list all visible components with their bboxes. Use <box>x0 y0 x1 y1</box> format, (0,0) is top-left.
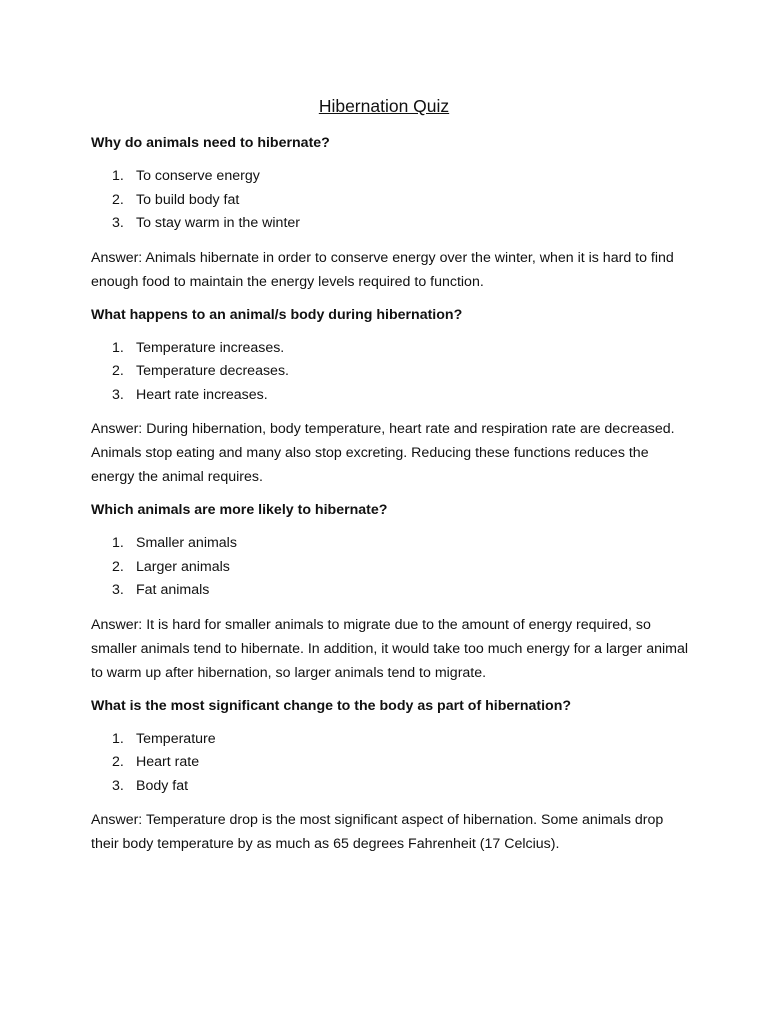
answer-text: It is hard for smaller animals to migrate due to the amount of energy required, so smaller animals tend to hibernate. In addition, it would take too much energy for a larger animal to warm up after hibernation, so larger animals tend to migrate. <box>91 616 688 681</box>
answer-paragraph <box>91 246 691 294</box>
answer-label: Answer: <box>91 812 143 828</box>
question-text: What is the most significant change to the body as part of hibernation? <box>91 697 572 714</box>
option-list <box>91 337 691 408</box>
option-item <box>91 165 691 189</box>
option-number: 3. <box>112 215 124 231</box>
option-number: 3. <box>112 777 124 794</box>
option-item <box>91 556 691 580</box>
option-number: 2. <box>112 754 124 770</box>
answer-paragraph <box>91 613 691 685</box>
page-title: Hibernation Quiz <box>318 96 450 116</box>
option-text: Temperature increases. <box>136 339 285 356</box>
option-number: 1. <box>112 535 124 551</box>
answer-paragraph <box>91 417 691 489</box>
option-number: 1. <box>112 730 124 747</box>
option-text: To build body fat <box>136 191 240 208</box>
question-text: Which animals are more likely to hibernate? <box>91 502 388 518</box>
answer-paragraph <box>91 808 691 856</box>
answer-label: Answer: <box>91 421 143 437</box>
option-number: 2. <box>112 191 124 208</box>
option-item <box>91 728 691 752</box>
option-text: Fat animals <box>136 582 210 598</box>
option-list <box>91 728 691 799</box>
option-text: Temperature decreases. <box>136 363 289 379</box>
option-number: 3. <box>112 386 124 403</box>
quiz-item-3 <box>91 498 691 685</box>
option-item <box>91 337 691 361</box>
answer-label: Answer: <box>91 249 143 266</box>
option-item <box>91 189 691 213</box>
option-text: To conserve energy <box>136 168 260 184</box>
quiz-item-2 <box>91 303 691 490</box>
answer-label: Answer: <box>91 616 143 633</box>
option-number: 1. <box>112 168 124 184</box>
option-text: Heart rate increases. <box>136 386 268 403</box>
option-text: Temperature <box>136 730 216 747</box>
quiz-item-4 <box>91 694 691 857</box>
option-number: 2. <box>112 363 124 379</box>
option-text: Body fat <box>136 777 189 794</box>
answer-text: Temperature drop is the most significant aspect of hibernation. Some animals drop their body temperature by as much as 65 degrees Fahrenheit (17 Celcius). <box>91 812 664 852</box>
quiz-content <box>91 131 691 865</box>
option-number: 3. <box>112 582 124 598</box>
option-list <box>91 165 691 236</box>
option-text: Smaller animals <box>136 535 237 551</box>
option-item <box>91 579 691 603</box>
option-number: 2. <box>112 558 124 575</box>
question-text: What happens to an animal/s body during hibernation? <box>91 306 463 323</box>
option-item <box>91 532 691 556</box>
quiz-item-1 <box>91 131 691 294</box>
option-item <box>91 775 691 799</box>
option-item <box>91 212 691 236</box>
option-text: Heart rate <box>136 754 200 770</box>
question-text: Why do animals need to hibernate? <box>91 135 330 151</box>
option-item <box>91 384 691 408</box>
option-item <box>91 751 691 775</box>
option-text: Larger animals <box>136 558 230 575</box>
option-list <box>91 532 691 603</box>
answer-text: During hibernation, body temperature, heart rate and respiration rate are decreased. Animals stop eating and many also stop excreting. Reducing these functions reduces the energy the animal requires. <box>91 421 675 485</box>
answer-text: Animals hibernate in order to conserve energy over the winter, when it is hard to find enough food to maintain the energy levels required to function. <box>91 249 674 290</box>
option-number: 1. <box>112 339 124 356</box>
option-text: To stay warm in the winter <box>136 215 301 231</box>
option-item <box>91 360 691 384</box>
